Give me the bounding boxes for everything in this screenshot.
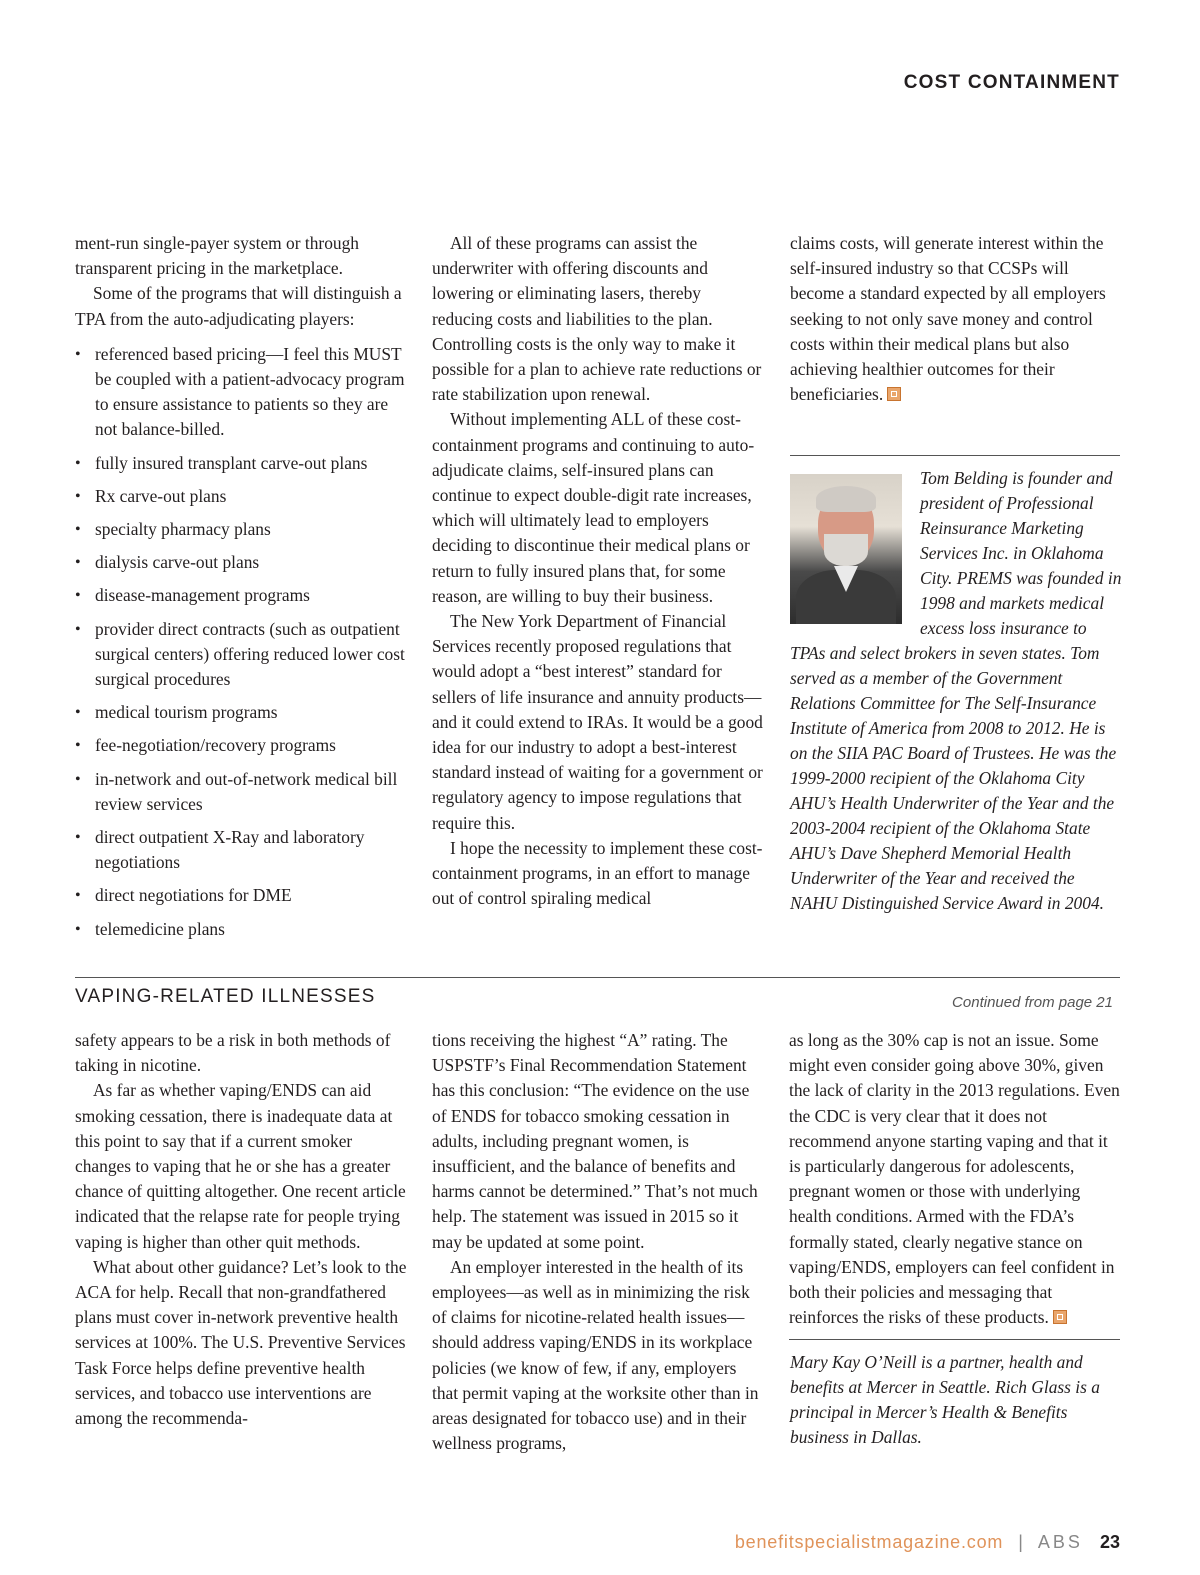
paragraph-text: claims costs, will generate interest within the self-insured industry so that CCSPs will become a standard expected by all employers seeking to not only save money and control costs within their medical plans but also achieving healthier outcomes for their beneficiaries. <box>790 233 1106 405</box>
author-photo <box>790 474 902 624</box>
article1-column-1 <box>75 231 409 950</box>
page-number: 23 <box>1099 1532 1120 1552</box>
paragraph: The New York Department of Financial Services recently proposed regulations that would adopt a “best interest” standard for sellers of life insurance and annuity products—and it could extend to IRAs. It would be a good idea for our industry to adopt a best-interest standard instead of waiting for a government or regulatory agency to impose regulations that require this. <box>432 611 763 833</box>
list-item: • provider direct contracts (such as outpatient surgical centers) offering reduced lower cost surgical procedures <box>75 617 409 693</box>
article2-column-2 <box>432 1028 766 1456</box>
paragraph: I hope the necessity to implement these cost-containment programs, in an effort to manage out of control spiraling medical <box>432 837 763 909</box>
website-link[interactable]: benefitspecialistmagazine.com <box>734 1532 1004 1552</box>
article2-column-1 <box>75 1028 409 1431</box>
paragraph: Some of the programs that will distinguish a TPA from the auto-adjudicating players: <box>75 283 402 329</box>
article2-column-3 <box>789 1028 1123 1330</box>
bio-divider <box>789 1339 1120 1340</box>
article2-title: VAPING-RELATED ILLNESSES <box>75 986 376 1007</box>
paragraph: As far as whether vaping/ENDS can aid smoking cessation, there is inadequate data at this point to say that if a current smoker changes to vaping that he or she has a greater chance of quitting altogether. One recent article indicated that the relapse rate for people trying vaping is higher than other quit methods. <box>75 1080 406 1252</box>
list-item: • medical tourism programs <box>75 700 409 725</box>
paragraph: What about other guidance? Let’s look to the ACA for help. Recall that non-grandfathered plans must cover in-network preventive health services at 100%. The U.S. Preventive Services Task Force helps define preventive health services, and tobacco use interventions are among the recommenda- <box>75 1256 407 1429</box>
list-item: • fully insured transplant carve-out plans <box>75 451 409 476</box>
programs-list <box>75 342 409 942</box>
author-bio: Mary Kay O’Neill is a partner, health and benefits at Mercer in Seattle. Rich Glass is a principal in Mercer’s Health & Benefits business in Dallas. <box>790 1352 1100 1447</box>
article1-column-3 <box>790 231 1124 407</box>
paragraph <box>790 231 1124 407</box>
list-item: • Rx carve-out plans <box>75 484 409 509</box>
paragraph: safety appears to be a risk in both methods of taking in nicotine. <box>75 1030 391 1076</box>
list-item: • disease-management programs <box>75 583 409 608</box>
author-bio-text: Tom Belding is founder and president of Professional Reinsurance Marketing Services Inc. in Oklahoma City. PREMS was founded in 1998 and markets medical excess loss insurance to TPAs and select brokers in seven states. Tom served as a member of the Government Relations Committee for The Self-Insurance Institute of America from 2008 to 2012. He is on the SIIA PAC Board of Trustees. He was the 1999-2000 recipient of the Oklahoma City AHU’s Health Underwriter of the Year and the 2003-2004 recipient of the Oklahoma State AHU’s Dave Shepherd Memorial Health Underwriter of the Year and received the NAHU Distinguished Service Award in 2004. <box>790 468 1122 913</box>
continued-note: Continued from page 21 <box>952 994 1113 1011</box>
author-bio <box>790 466 1122 916</box>
paragraph: An employer interested in the health of its employees—as well as in minimizing the risk of claims for nicotine-related health issues—should address vaping/ENDS in its workplace policies (we know of few, if any, employers that permit vaping at the worksite other than in areas designated for tobacco use) and in their wellness programs, <box>432 1256 759 1454</box>
end-of-article-icon <box>1053 1310 1067 1324</box>
paragraph-text: as long as the 30% cap is not an issue. Some might even consider going above 30%, given the lack of clarity in the 2013 regulations. Even the CDC is very clear that it does not recommend anyone starting vaping and that it is particularly dangerous for adolescents, pregnant women or those with underlying health conditions. Armed with the FDA’s formally stated, clearly negative stance on vaping/ENDS, employers can feel confident in both their policies and messaging that reinforces the risks of these products. <box>789 1030 1120 1328</box>
paragraph: All of these programs can assist the underwriter with offering discounts and lowering or eliminating lasers, thereby reducing costs and liabilities to the plan. Controlling costs is the only way to make it possible for a plan to achieve rate reductions or rate stabilization upon renewal. <box>432 233 762 405</box>
paragraph: Without implementing ALL of these cost-containment programs and continuing to auto-adjudicate claims, self-insured plans can continue to expect double-digit rate increases, which will ultimately lead to employers deciding to discontinue their medical plans or return to fully insured plans that, for some reason, are willing to buy their business. <box>432 409 755 606</box>
paragraph <box>789 1028 1123 1330</box>
section-header: COST CONTAINMENT <box>903 72 1120 93</box>
section-divider <box>75 977 1120 978</box>
list-item: • referenced based pricing—I feel this MUST be coupled with a patient-advocacy program to ensure assistance to patients so they are not balance-billed. <box>75 342 409 443</box>
paragraph: ment-run single-payer system or through transparent pricing in the marketplace. <box>75 233 359 279</box>
list-item: • in-network and out-of-network medical bill review services <box>75 767 409 817</box>
magazine-name: ABS <box>1037 1532 1083 1552</box>
footer-separator: | <box>1018 1532 1023 1552</box>
end-of-article-icon <box>887 387 901 401</box>
article1-column-2 <box>432 231 766 911</box>
bio-divider <box>790 455 1120 456</box>
list-item: • direct outpatient X-Ray and laboratory negotiations <box>75 825 409 875</box>
list-item: • fee-negotiation/recovery programs <box>75 733 409 758</box>
page-footer <box>735 1532 1120 1553</box>
paragraph: tions receiving the highest “A” rating. The USPSTF’s Final Recommendation Statement has this conclusion: “The evidence on the use of ENDS for tobacco smoking cessation in adults, including pregnant women, is insufficient, and the balance of benefits and harms cannot be determined.” That’s not much help. The statement was issued in 2015 so it may be updated at some point. <box>432 1030 758 1252</box>
list-item: • telemedicine plans <box>75 917 409 942</box>
list-item: • direct negotiations for DME <box>75 883 409 908</box>
list-item: • dialysis carve-out plans <box>75 550 409 575</box>
list-item: • specialty pharmacy plans <box>75 517 409 542</box>
